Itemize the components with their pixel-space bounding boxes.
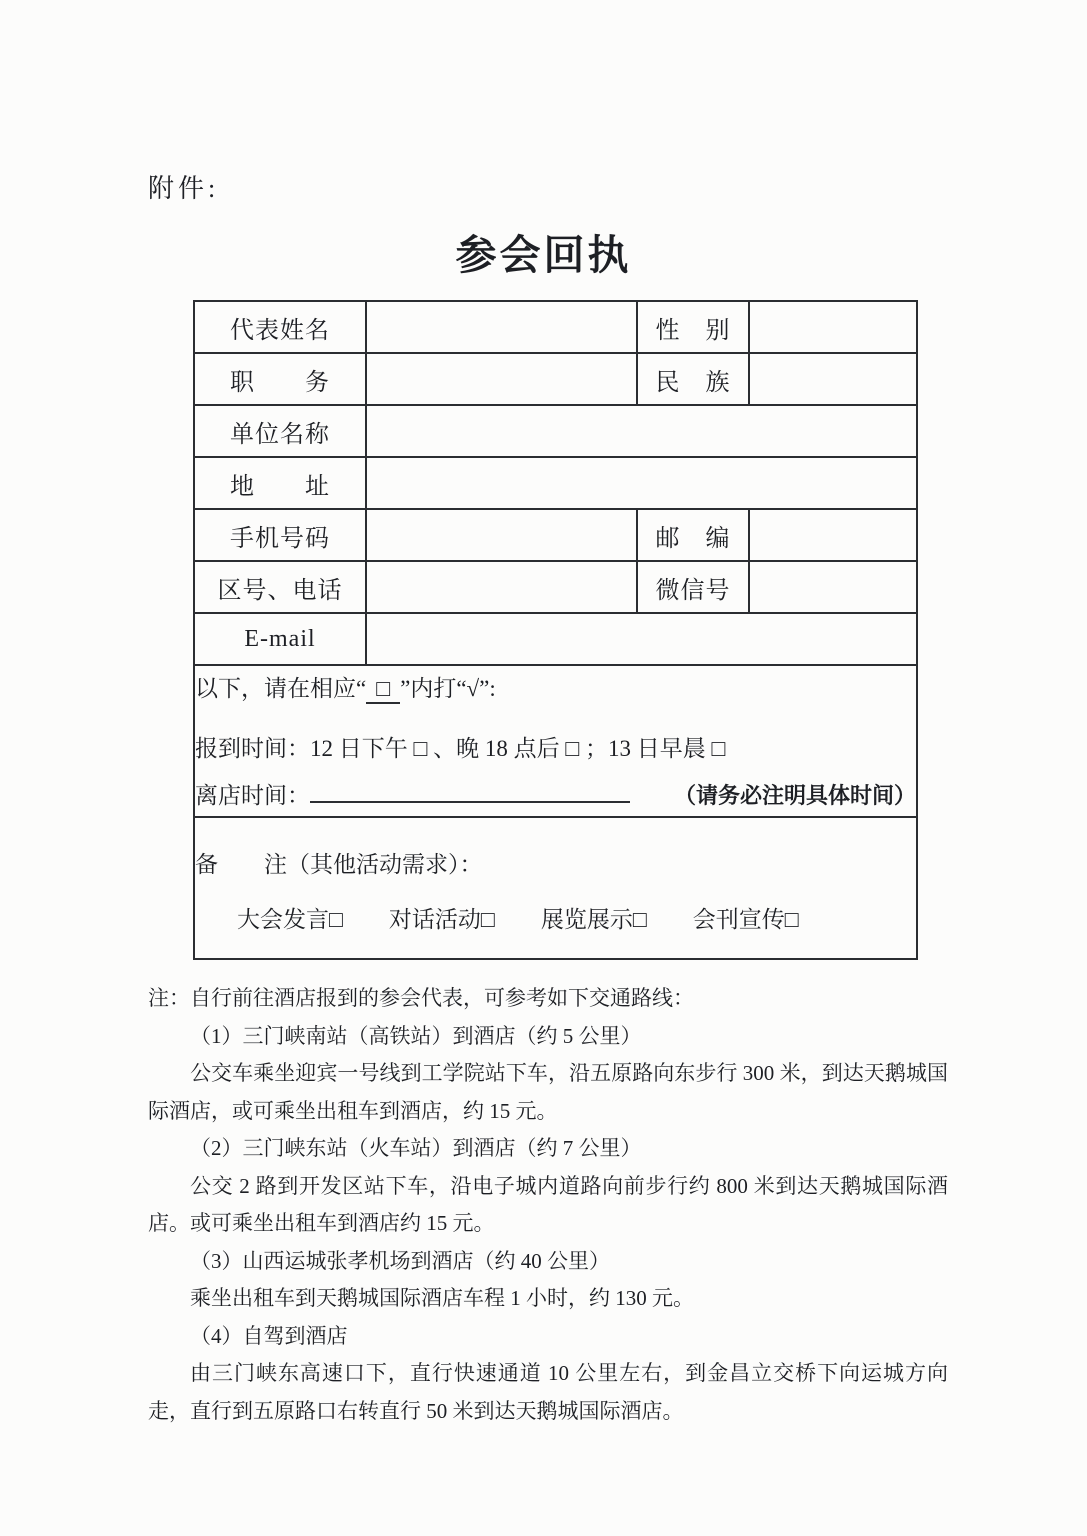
field-label-delegate-name: 代表姓名: [194, 301, 366, 353]
note-paragraph-route2-title: （2）三门峡东站（火车站）到酒店（约 7 公里）: [190, 1136, 642, 1160]
field-label-ethnicity: 民 族: [637, 353, 749, 405]
checkout-time-note: （请务必注明具体时间）: [674, 783, 917, 808]
note-paragraph-route3-detail: 乘坐出租车到天鹅城国际酒店车程 1 小时，约 130 元。: [190, 1286, 694, 1310]
field-value-position: [366, 353, 637, 405]
attachment-label: 附件:: [148, 174, 220, 203]
form-row-phone-wechat: [194, 561, 917, 613]
underlined-checkbox-glyph: □: [366, 676, 400, 704]
field-value-address: [366, 457, 917, 509]
field-value-email: [366, 613, 917, 665]
note-paragraph-route1-title: （1）三门峡南站（高铁站）到酒店（约 5 公里）: [190, 1023, 642, 1048]
field-label-position: 职 务: [194, 353, 366, 405]
note-paragraph-route4-title: （4）自驾到酒店: [190, 1323, 348, 1348]
field-value-delegate-name: [366, 301, 637, 353]
note-paragraph-intro: 注：自行前往酒店报到的参会代表，可参考如下交通路线：: [148, 986, 694, 1010]
field-value-gender: [749, 301, 917, 353]
note-paragraph-route3-title: （3）山西运城张孝机场到酒店（约 40 公里）: [190, 1248, 610, 1273]
form-row-checkin-section: [194, 665, 917, 817]
field-label-mobile: 手机号码: [194, 509, 366, 561]
form-row-mobile-postcode: [194, 509, 917, 561]
field-label-wechat: 微信号: [637, 561, 749, 613]
field-label-phone: 区号、电话: [194, 561, 366, 613]
form-row-email: [194, 613, 917, 665]
checkout-time-blank-line: [310, 777, 630, 803]
field-value-postal-code: [749, 509, 917, 561]
form-row-name-gender: [194, 301, 917, 353]
remarks-title: 备 注（其他活动需求）：: [195, 852, 483, 877]
tick-instruction-line: [195, 670, 916, 704]
form-row-remarks-section: [194, 817, 917, 959]
form-row-organization: [194, 405, 917, 457]
transportation-notes-section: [148, 980, 948, 1430]
field-label-gender: 性 别: [637, 301, 749, 353]
field-value-phone: [366, 561, 637, 613]
option-exhibition-display: 展览展示□: [540, 907, 647, 932]
field-value-wechat: [749, 561, 917, 613]
note-paragraph-route2-detail: 公交 2 路到开发区站下车，沿电子城内道路向前步行约 800 米到达天鹅城国际酒店。或可乘坐出租车到酒店约 15 元。: [148, 1173, 948, 1235]
option-journal-publicity: 会刊宣传□: [692, 907, 799, 932]
field-value-organization: [366, 405, 917, 457]
checkout-time-label: 离店时间：: [195, 783, 310, 808]
field-label-organization: 单位名称: [194, 405, 366, 457]
activity-options-line: [237, 901, 916, 934]
instruction-post-text: ”内打“√”:: [400, 676, 496, 701]
instruction-pre-text: 以下，请在相应“: [195, 676, 367, 701]
field-value-ethnicity: [749, 353, 917, 405]
option-dialogue-activity: 对话活动□: [388, 907, 495, 932]
field-label-address: 地 址: [194, 457, 366, 509]
field-label-email: E-mail: [194, 613, 366, 665]
field-label-postal-code: 邮 编: [637, 509, 749, 561]
field-value-mobile: [366, 509, 637, 561]
checkin-time-line: 报到时间：12 日下午 □ 、晚 18 点后 □ ；13 日早晨 □: [195, 736, 726, 761]
registration-form-table: [193, 300, 918, 960]
remarks-section: [194, 817, 917, 959]
checkin-section: [194, 665, 917, 817]
page-title: 参会回执: [455, 232, 632, 278]
form-row-position-ethnicity: [194, 353, 917, 405]
form-row-address: [194, 457, 917, 509]
note-paragraph-route4-detail: 由三门峡东高速口下，直行快速通道 10 公里左右，到金昌立交桥下向运城方向走，直行到五原路口右转直行 50 米到达天鹅城国际酒店。: [148, 1361, 948, 1423]
checkout-time-line: [195, 777, 916, 810]
note-paragraph-route1-detail: 公交车乘坐迎宾一号线到工学院站下车，沿五原路向东步行 300 米，到达天鹅城国际酒店，或可乘坐出租车到酒店，约 15 元。: [148, 1061, 948, 1123]
option-conference-speech: 大会发言□: [237, 907, 343, 932]
